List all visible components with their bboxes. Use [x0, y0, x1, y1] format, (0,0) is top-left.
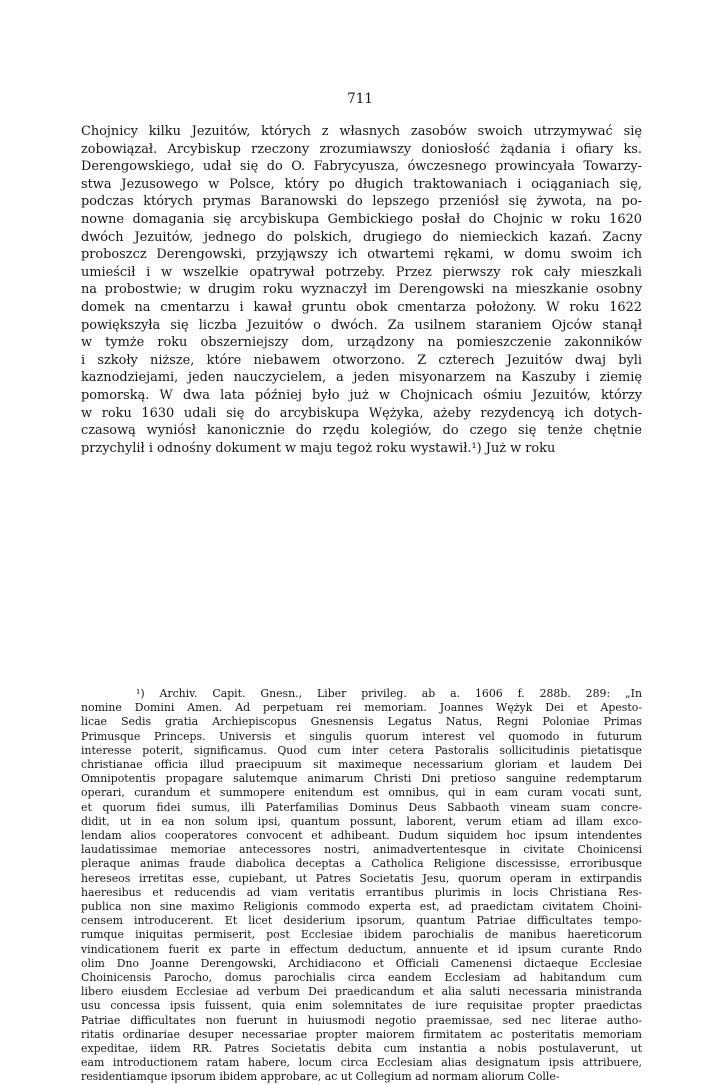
footnote: [81, 687, 642, 1085]
body-text-line: podczas których prymas Baranowski do lepszego przeniósł się żywota, na po-: [81, 194, 642, 210]
body-text-line: Derengowskiego, udał się do O. Fabrycyusza, ówczesnego prowincyała Towarzy-: [81, 159, 642, 175]
body-text-line: dwóch Jezuitów, jednego do polskich, drugiego do niemieckich kazań. Zacny: [81, 229, 642, 245]
footnote-line: operari, curandum et summopere enitendum est omnibus, qui in eam curam vocati sunt,: [81, 786, 642, 800]
footnote-line: ¹) Archiv. Capit. Gnesn., Liber privileg. ab a. 1606 f. 288b. 289: „In: [136, 687, 642, 700]
body-text-line: domek na cmentarzu i kawał gruntu obok cmentarza położony. W roku 1622: [81, 299, 642, 315]
main-text: [81, 123, 642, 457]
footnote-line: nomine Domini Amen. Ad perpetuam rei memoriam. Joannes Wężyk Dei et Apesto-: [81, 701, 642, 715]
footnote-line: expeditae, iidem RR. Patres Societatis debita cum instantia a nobis postulaverunt, ut: [81, 1042, 642, 1056]
footnote-line: haeresibus et reducendis ad viam veritatis errantibus plurimis in locis Christiana Res-: [81, 885, 642, 899]
footnote-line: laudatissimae memoriae antecessores nostri, animadvertentesque in civitate Choinicensi: [81, 843, 642, 857]
body-text-line: stwa Jezusowego w Polsce, który po długich traktowaniach i ociąganiach się,: [81, 176, 642, 192]
body-text-line: Chojnicy kilku Jezuitów, których z własnych zasobów swoich utrzymywać się: [81, 124, 642, 139]
footnote-line: licae Sedis gratia Archiepiscopus Gnesnensis Legatus Natus, Regni Poloniae Primas: [81, 715, 642, 729]
body-text-line: pomorską. W dwa lata później było już w Chojnicach ośmiu Jezuitów, którzy: [81, 387, 642, 403]
footnote-line: olim Dno Joanne Derengowski, Archidiacono et Officiali Camenensi dictaeque Ecclesiae: [81, 956, 642, 970]
body-text-line: na probostwie; w drugim roku wyznaczył im Derengowski na mieszkanie osobny: [81, 282, 642, 298]
footnote-line: Choinicensis Parocho, domus parochialis circa eandem Ecclesiam ad habitandum cum: [81, 971, 642, 985]
footnote-line: rumque iniquitas permiserit, post Ecclesiae ibidem parochialis de manibus haereticorum: [81, 928, 642, 942]
footnote-line: hereseos irretitas esse, cupiebant, ut Patres Societatis Jesu, quorum operam in extirpandis: [81, 871, 642, 885]
body-text-line: zobowiązał. Arcybiskup rzeczony zrozumiawszy doniosłość żądania i ofiary ks.: [81, 141, 642, 157]
body-text-line: nowne domagania się arcybiskupa Gembickiego posłał do Chojnic w roku 1620: [81, 211, 642, 227]
footnote-line: Patriae difficultates non fuerunt in huiusmodi negotio praemissae, sed nec literae autho-: [81, 1013, 642, 1027]
footnote-line: usu concessa ipsis fuissent, quia enim solemnitates de iure requisitae propter praedictas: [81, 999, 642, 1013]
footnote-line: interesse poterit, significamus. Quod cum inter cetera Pastoralis sollicitudinis pietatisque: [81, 743, 642, 757]
footnote-line: libero eiusdem Ecclesiae ad verbum Dei praedicandum et alia saluti necessaria ministranda: [81, 985, 642, 999]
footnote-line: censem introducerent. Et licet desiderium ipsorum, quantum Patriae difficultates tempo-: [81, 914, 642, 928]
body-text-line: proboszcz Derengowski, przyjąwszy ich otwartemi rękami, w domu swoim ich: [81, 247, 642, 263]
body-text-line: w tymże roku obszerniejszy dom, urządzony na pomieszczenie zakonników: [81, 335, 642, 351]
footnote-line: et quorum fidei sumus, illi Paterfamilias Dominus Deus Sabbaoth vineam suam concre-: [81, 800, 642, 814]
footnote-line: christianae officia illud praecipuum sit maximeque necessarium gloriam et laudem Dei: [81, 758, 642, 772]
body-text-line: i szkoły niższe, które niebawem otworzono. Z czterech Jezuitów dwaj byli: [81, 352, 642, 368]
footnote-line: lendam alios cooperatores convocent et adhibeant. Dudum siquidem hoc ipsum intendentes: [81, 829, 642, 843]
footnote-line: ritatis ordinariae desuper necessariae propter maiorem firmitatem ac posteritatis memoriam: [81, 1027, 642, 1041]
body-text-line: przychylił i odnośny dokument w maju tegoż roku wystawił.¹) Już w roku: [81, 440, 556, 456]
body-text-line: w roku 1630 udali się do arcybiskupa Wężyka, ażeby rezydencyą ich dotych-: [81, 405, 642, 421]
page-number: 711: [347, 91, 373, 107]
footnote-line: publica non sine maximo Religionis commodo experta est, ad praedictam civitatem Choini-: [81, 900, 642, 914]
footnote-line: eam introductionem ratam habere, locum circa Ecclesiam alias designatum ipsis attribuere,: [81, 1056, 642, 1070]
footnote-line: Omnipotentis propagare salutemque animarum Christi Dni pretioso sanguine redemptarum: [81, 772, 642, 786]
footnote-line: pleraque animas fraude diabolica deceptas a Catholica Religione discessisse, erroribusque: [81, 857, 642, 871]
footnote-line: residentiamque ipsorum ibidem approbare, ac ut Collegium ad normam aliorum Colle-: [81, 1070, 560, 1084]
footnote-line: didit, ut in ea non solum ipsi, quantum possunt, laborent, verum etiam ad illam exco-: [81, 814, 642, 828]
body-text-line: czasową wyniósł kanonicznie do rzędu kolegiów, do czego się tenże chętnie: [81, 423, 642, 439]
body-text-line: kaznodziejami, jeden nauczycielem, a jeden misyonarzem na Kaszuby i ziemię: [81, 370, 642, 386]
footnote-line: vindicationem fuerit ex parte in effectum deductum, annuente et id ipsum curante Rndo: [81, 942, 642, 956]
footnote-line: Primusque Princeps. Universis et singulis quorum interest vel quomodo in futurum: [81, 729, 642, 743]
body-text-line: umieścił i w wszelkie opatrywał potrzeby. Przez pierwszy rok cały mieszkali: [81, 264, 642, 280]
body-text-line: powiększyła się liczba Jezuitów o dwóch. Za usilnem staraniem Ojców stanął: [81, 317, 642, 333]
